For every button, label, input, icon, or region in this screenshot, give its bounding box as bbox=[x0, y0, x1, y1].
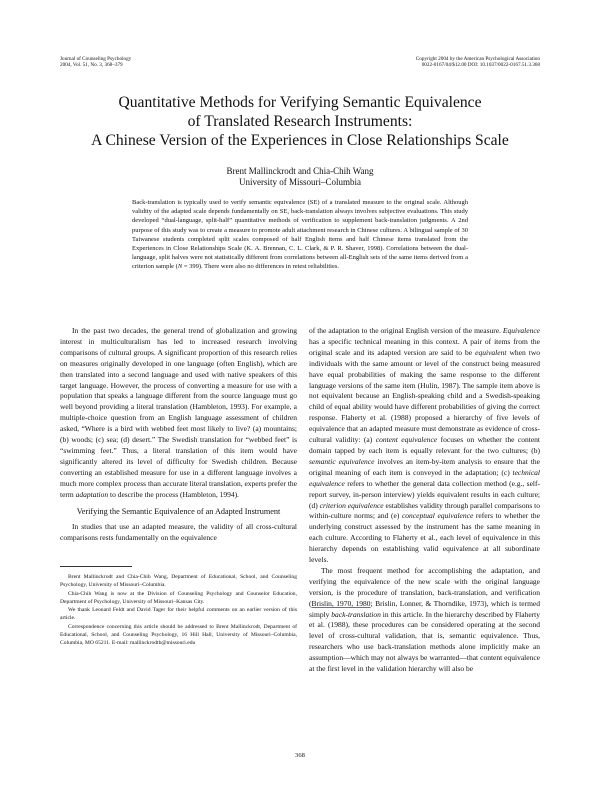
body-text: has a specific technical meaning in this context. A pair of items from the original scale and its adapted version are said to be bbox=[309, 336, 540, 357]
citation-link[interactable]: Brislin, 1970, 1980 bbox=[311, 598, 371, 608]
term-technical-equivalence: technical equivalence bbox=[309, 467, 540, 488]
body-text: involves an item-by-item analysis to ensure that the original meaning of each item is conveyed in the adaptation; (c) bbox=[309, 456, 540, 477]
author-block bbox=[60, 166, 540, 187]
body-text: establishes validity through parallel comparisons to within-culture norms; and (e) bbox=[309, 500, 541, 521]
section-paragraph: In studies that use an adapted measure, the validity of all cross-cultural comparisons rests fundamentally on the equivalence bbox=[60, 522, 297, 542]
abstract-n-variable: N bbox=[177, 263, 183, 271]
term-conceptual-equivalence: conceptual equivalence bbox=[401, 511, 474, 521]
term-adaptation: adaptation bbox=[75, 489, 109, 499]
author-names: Brent Mallinckrodt and Chia-Chih Wang bbox=[226, 166, 374, 176]
intro-text-b: to describe the process (Hambleton, 1994). bbox=[108, 489, 239, 499]
doi-line: 0022-0167/04/$12.00 DOI: 10.1037/0022-0167.51.3.368 bbox=[421, 62, 540, 69]
author-notes bbox=[60, 573, 297, 648]
intro-text-a: In the past two decades, the general trend of globalization and growing interest in multiculturalism has led to increased research involving comparisons of cultural groups. A significant proportion of this research relies on measures originally developed in one language (often English), which are then translated into a second language and used with native speakers of this target language. However, the process of converting a measure for use with a population that speaks a language different from the source language must go well beyond providing a literal translation (Hambleton, 1993). For example, a multiple-choice question from an English language assessment of children asked, “Where is a bird with webbed feet most likely to live? (a) mountains; (b) woods; (c) sea; (d) desert.” The Swedish translation for “webbed feet” is “swimming feet.” Thus, a literal translation of this item would have significantly altered its level of difficulty for Swedish children. Because converting an established measure for use in a different language involves a much more complex process than accurate literal translation, experts prefer the term bbox=[60, 326, 297, 499]
body-text: focuses on whether the content domain tapped by each item is equally relevant for the two cultures; (b) bbox=[309, 435, 541, 455]
term-equivalent: equivalent bbox=[475, 347, 507, 357]
page-number: 368 bbox=[295, 752, 305, 759]
abstract-text-2: = 399). There were also no differences in retest reliabilities. bbox=[182, 263, 340, 271]
body-text: ; Brislin, Lonner, & Thorndike, 1973), which is termed simply bbox=[309, 598, 540, 619]
term-content-equivalence: content equivalence bbox=[375, 435, 438, 445]
intro-paragraph bbox=[60, 326, 297, 501]
body-text: refers to whether the general data collection method (e.g., self-report survey, in-person interview) yields equivalent results in each culture; (d) bbox=[309, 478, 540, 510]
body-text: of the adaptation to the original English version of the measure. bbox=[309, 326, 503, 335]
body-text: refers to whether the underlying construct assessed by the instrument has the same meaning in each culture. According to Flaherty et al., each level of equivalence in this hierarchy depends on establishing valid equivalence at all subordinate levels. bbox=[309, 511, 540, 565]
term-equivalence: Equivalence bbox=[502, 326, 540, 335]
journal-volume: 2004, Vol. 51, No. 3, 368–379 bbox=[60, 62, 123, 69]
article-title bbox=[60, 93, 540, 150]
title-line-3: A Chinese Version of the Experiences in Close Relationships Scale bbox=[91, 132, 509, 149]
left-column bbox=[60, 326, 297, 544]
footnote: Correspondence concerning this article should be addressed to Brent Mallinckrodt, Department of Educational, School, and Counseling Psychology, 16 Hill Hall, University of Missouri–Columbia, Columbia, MO 65211. E-mail: mallinckrodtb@missouri.edu bbox=[60, 623, 297, 647]
body-text: The most frequent method for accomplishing the adaptation, and verifying the equivalence of the new scale with the original language version, is the procedure of translation, back-translation, and verification ( bbox=[309, 565, 540, 608]
footnote-rule bbox=[60, 566, 132, 567]
journal-header-right bbox=[416, 56, 540, 69]
right-column bbox=[309, 326, 540, 675]
body-text: when two individuals with the same amount or level of the construct being measured have equal probabilities of making the same response to the different language versions of the same item (Hulin, 1987). The sample item above is not equivalent because an English-speaking child and a Swedish-speaking child of equal ability would have different probabilities of giving the correct response. Flaherty et al. (1988) proposed a hierarchy of five levels of equivalence that an adapted measure must demonstrate as evidence of cross-cultural validity: (a) bbox=[309, 347, 540, 445]
journal-name: Journal of Counseling Psychology bbox=[60, 56, 132, 62]
author-affiliation: University of Missouri–Columbia bbox=[239, 176, 361, 187]
abstract-text-1: Back-translation is typically used to verify semantic equivalence (SE) of a translated measure to the original scale. Although validity of the adapted scale depends fundamentally on SE, back-translation always involves subjective evaluations. This study developed “dual-language, split-half” quantitative methods of verification to supplement back-translation judgments. A 2nd purpose of this study was to create a measure to promote adult attachment research in Chinese cultures. A bilingual sample of 30 Taiwanese students completed split scales composed of half English items and half Chinese items translated from the Experiences in Close Relationships Scale (K. A. Brennan, C. L. Clark, & P. R. Shaver, 1998). Correlations between the dual-language, split halves were not statistically different from correlations between all-English sets of the same items derived from a criterion sample ( bbox=[132, 199, 468, 271]
footnote: We thank Leonard Feldt and David Tager for their helpful comments on an earlier version of this article. bbox=[60, 607, 297, 622]
section-heading: Verifying the Semantic Equivalence of an Adapted Instrument bbox=[76, 506, 281, 516]
journal-header-left bbox=[60, 56, 131, 69]
title-line-2: of Translated Research Instruments: bbox=[187, 113, 413, 130]
title-line-1: Quantitative Methods for Verifying Semantic Equivalence bbox=[118, 94, 482, 111]
term-semantic-equivalence: semantic equivalence bbox=[309, 456, 375, 466]
back-translation-paragraph bbox=[309, 566, 540, 675]
equivalence-paragraph bbox=[309, 326, 540, 566]
term-criterion-equivalence: criterion equivalence bbox=[319, 500, 384, 510]
footnote: Brent Mallinckrodt and Chia-Chih Wang, Department of Educational, School, and Counseling Psychology, University of Missouri–Columbia. bbox=[60, 574, 297, 589]
abstract bbox=[132, 198, 468, 272]
footnote: Chia-Chih Wang is now at the Division of Counseling Psychology and Counselor Education, Department of Psychology, University of Missouri–Kansas City. bbox=[60, 590, 297, 605]
body-text: in this article. In the hierarchy described by Flaherty et al. (1988), these procedures can be considered operating at the second level of cross-cultural validation, that is, semantic equivalence. Thus, researchers who use back-translation methods alone implicitly make an assumption—which may not always be warranted—that content equivalence at the first level in the validation hierarchy will also be bbox=[309, 609, 540, 674]
term-back-translation: back-translation bbox=[331, 609, 381, 619]
copyright-line: Copyright 2004 by the American Psychological Association bbox=[415, 56, 540, 62]
